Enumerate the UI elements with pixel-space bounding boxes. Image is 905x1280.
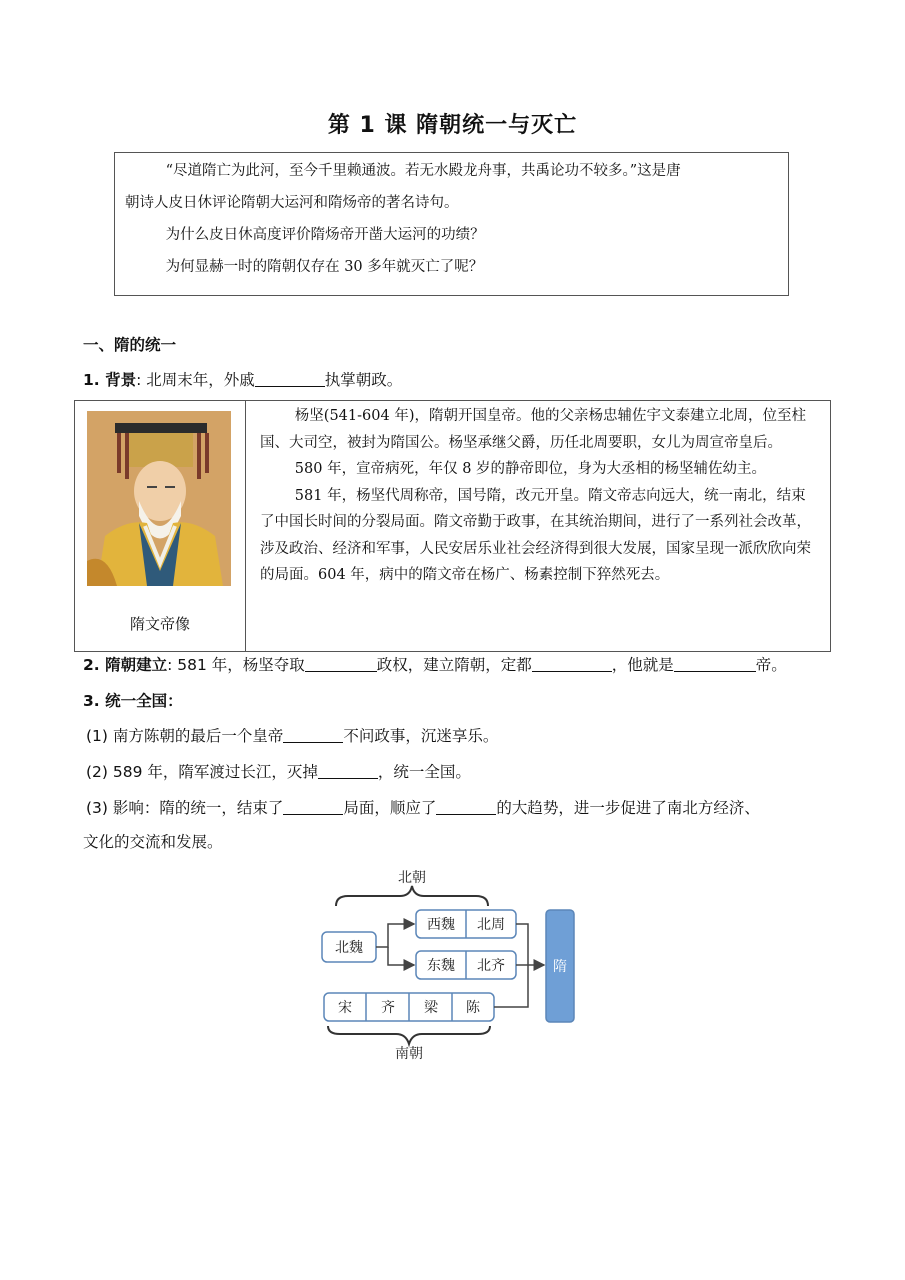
blank-capital[interactable]	[532, 655, 612, 672]
founding-line	[83, 653, 787, 677]
background-line	[83, 368, 402, 392]
north-brace	[336, 886, 488, 906]
section-heading: 一、隋的统一	[83, 336, 177, 354]
founding-text-4: 帝。	[755, 656, 787, 674]
blank-emperor[interactable]	[674, 655, 756, 672]
unify-item-1-post: 不问政事，沉迷享乐。	[343, 727, 499, 745]
label-chen: 陈	[466, 1000, 480, 1016]
intro-box	[114, 152, 789, 296]
unify-item-3	[86, 796, 760, 820]
unify-heading	[83, 689, 183, 713]
bio-paragraph-1: 杨坚(541-604 年)，隋朝开国皇帝。他的父亲杨忠辅佐宇文泰建立北周，位至柱国、大司空，被封为隋国公。杨坚承继父爵，历任北周要职，女儿为周宣帝皇后。	[260, 408, 806, 451]
blank-situation[interactable]	[283, 798, 343, 815]
unify-item-3-cont	[83, 830, 223, 854]
blank-trend[interactable]	[436, 798, 496, 815]
founding-text-2: 政权，建立隋朝，定都	[376, 656, 532, 674]
label-beiqi: 北齐	[477, 958, 505, 974]
unify-item-3-line2: 文化的交流和发展。	[83, 833, 223, 851]
label-beizhou: 北周	[477, 917, 505, 933]
dynasty-diagram	[318, 870, 588, 1064]
unify-item-2	[86, 760, 471, 784]
bio-paragraph-3: 581 年，杨坚代周称帝，国号隋，改元开皇。隋文帝志向远大，统一南北，结束了中国长时间的分裂局面。隋文帝勤于政事，在其统治期间，进行了一系列社会改革，涉及政治、经济和军事，人民安居乐业社会经济得到很大发展，国家呈现一派欣欣向荣的局面。604 年，病中的隋文帝在杨广、杨素控制下猝然死去。	[260, 487, 811, 583]
label-liang: 梁	[424, 1000, 438, 1016]
blank-waiqi[interactable]	[255, 370, 325, 387]
unify-label: 3. 统一全国：	[83, 692, 183, 710]
founding-label: 2. 隋朝建立	[83, 656, 168, 674]
emperor-portrait	[87, 411, 231, 586]
unify-item-2-post: ，统一全国。	[377, 763, 471, 781]
unify-item-3-pre: (3) 影响：隋的统一，结束了	[86, 799, 284, 817]
background-label: 1. 背景	[83, 371, 137, 389]
bio-paragraph-2: 580 年，宣帝病死，年仅 8 岁的静帝即位，身为大丞相的杨坚辅佐幼主。	[294, 461, 767, 477]
label-sui: 隋	[553, 959, 567, 975]
intro-line-2: 朝诗人皮日休评论隋朝大运河和隋炀帝的著名诗句。	[125, 195, 459, 211]
blank-destroyed[interactable]	[318, 762, 378, 779]
south-label: 南朝	[395, 1046, 423, 1060]
label-qi: 齐	[381, 1000, 395, 1016]
label-xiwei: 西魏	[427, 917, 455, 933]
unify-item-3-post: 的大趋势，进一步促进了南北方经济、	[496, 799, 760, 817]
label-dongwei: 东魏	[427, 958, 455, 974]
unify-item-1	[86, 724, 498, 748]
intro-question-1: 为什么皮日休高度评价隋炀帝开凿大运河的功绩？	[165, 227, 485, 243]
bio-table	[74, 400, 831, 652]
blank-chen-emperor[interactable]	[283, 726, 343, 743]
unify-item-2-pre: (2) 589 年，隋军渡过长江，灭掉	[86, 763, 318, 781]
label-beiwei: 北魏	[335, 940, 363, 956]
background-text: : 北周末年，外戚	[136, 371, 255, 389]
portrait-caption: 隋文帝像	[129, 615, 190, 633]
intro-question-2: 为何显赫一时的隋朝仅存在 30 多年就灭亡了呢？	[165, 259, 484, 275]
label-song: 宋	[338, 1000, 352, 1016]
portrait-cell	[75, 401, 246, 651]
background-text-end: 执掌朝政。	[324, 371, 403, 389]
unify-item-3-mid: 局面，顺应了	[343, 799, 437, 817]
unify-item-1-pre: (1) 南方陈朝的最后一个皇帝	[86, 727, 284, 745]
founding-text-3: ，他就是	[611, 656, 674, 674]
founding-text-1: : 581 年，杨坚夺取	[167, 656, 305, 674]
page-title: 第 1 课 隋朝统一与灭亡	[327, 113, 578, 138]
south-brace	[328, 1026, 490, 1044]
bio-text	[246, 401, 830, 651]
north-label: 北朝	[398, 870, 426, 886]
intro-line-1: “尽道隋亡为此河，至今千里赖通波。若无水殿龙舟事，共禹论功不较多。”这是唐	[165, 163, 681, 179]
blank-regime[interactable]	[305, 655, 377, 672]
